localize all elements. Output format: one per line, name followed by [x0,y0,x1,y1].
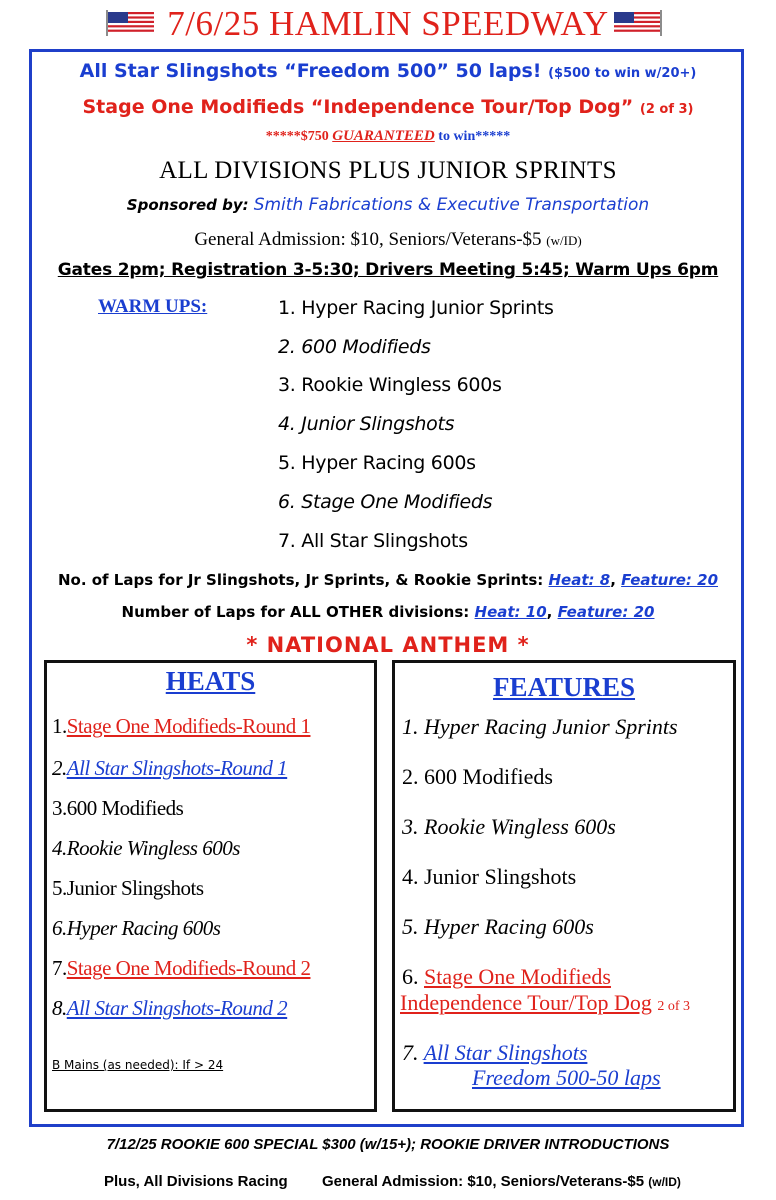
feature-item: 5. Hyper Racing 600s [402,914,594,939]
warm-up-item: 2. 600 Modifieds [278,336,431,358]
warm-ups-label: WARM UPS: [98,296,208,317]
page-title: 7/6/25 HAMLIN SPEEDWAY [167,4,609,43]
headline-slingshots-main: All Star Slingshots “Freedom 500” 50 laps! [79,60,542,82]
feature-subtitle: Independence Tour/Top Dog 2 of 3 [400,990,691,1015]
heat-item: 1.Stage One Modifieds-Round 1 [52,714,311,738]
feature-item: 1. Hyper Racing Junior Sprints [402,714,678,739]
feature-item: 3. Rookie Wingless 600s [402,814,616,839]
footer-plus: Plus, All Divisions Racing [104,1173,288,1190]
feature-item: 7. All Star Slingshots [402,1040,588,1065]
feature-item: 2. 600 Modifieds [402,764,553,789]
national-anthem: * NATIONAL ANTHEM * [246,633,530,657]
features-title: FEATURES [492,672,636,702]
guarantee-suffix: to win***** [438,129,511,144]
headline-slingshots-note: ($500 to win w/20+) [548,66,697,81]
b-mains-note: B Mains (as needed): If > 24 [52,1058,224,1072]
laps-other-label: Number of Laps for ALL OTHER divisions: [121,603,470,621]
laps-junior-heat: Heat: 8 [548,571,611,589]
laps-junior-feature: Feature: 20 [621,571,719,589]
heat-item: 6.Hyper Racing 600s [52,916,221,940]
warm-up-item: 7. All Star Slingshots [278,530,468,552]
warm-up-item: 4. Junior Slingshots [278,413,455,435]
heat-item: 8.All Star Slingshots-Round 2 [52,996,288,1020]
footer-next-event: 7/12/25 ROOKIE 600 SPECIAL $300 (w/15+); ROOKIE DRIVER INTRODUCTIONS [106,1136,670,1153]
heat-item: 2.All Star Slingshots-Round 1 [52,756,288,780]
guarantee-prefix: *****$750 [265,129,329,144]
headline-modifieds-note: (2 of 3) [639,102,694,117]
headline-modifieds-main: Stage One Modifieds “Independence Tour/Top Dog” [82,96,634,118]
laps-other-heat: Heat: 10 [474,603,547,621]
heats-title: HEATS [165,666,256,696]
warm-up-item: 6. Stage One Modifieds [278,491,493,513]
feature-item: 4. Junior Slingshots [402,864,577,889]
heat-item: 4.Rookie Wingless 600s [52,836,240,860]
admission-note: (w/ID) [546,233,582,248]
footer-admission: General Admission: $10, Seniors/Veterans-$5 (w/ID) [322,1173,681,1190]
guarantee-word: GUARANTEED [332,128,435,144]
headline-modifieds [0,96,776,118]
laps-other-feature: Feature: 20 [557,603,655,621]
warm-up-item: 3. Rookie Wingless 600s [278,374,502,396]
all-divisions-heading: ALL DIVISIONS PLUS JUNIOR SPRINTS [159,157,617,184]
feature-subtitle: Freedom 500-50 laps [472,1065,661,1090]
heat-item: 7.Stage One Modifieds-Round 2 [52,956,311,980]
guarantee-line [0,128,776,145]
heat-item: 5.Junior Slingshots [52,876,204,900]
headline-slingshots [0,60,776,82]
feature-item: 6. Stage One Modifieds [402,964,611,989]
admission-text: General Admission: $10, Seniors/Veterans-$5 [194,229,542,250]
laps-line-other: Number of Laps for ALL OTHER divisions: Heat: 10, Feature: 20 [121,603,655,621]
laps-line-junior: No. of Laps for Jr Slingshots, Jr Sprints, & Rookie Sprints: Heat: 8, Feature: 20 [57,571,719,589]
warm-up-item: 1. Hyper Racing Junior Sprints [278,297,554,319]
sponsor-line [0,195,776,215]
admission-line [0,229,776,251]
heat-item: 3.600 Modifieds [52,796,184,820]
sponsor-label: Sponsored by: [126,196,249,214]
laps-junior-label: No. of Laps for Jr Slingshots, Jr Sprints, & Rookie Sprints: [57,571,544,589]
schedule-line: Gates 2pm; Registration 3-5:30; Drivers Meeting 5:45; Warm Ups 6pm [57,260,719,280]
sponsor-names: Smith Fabrications & Executive Transportation [253,195,650,215]
warm-up-item: 5. Hyper Racing 600s [278,452,476,474]
